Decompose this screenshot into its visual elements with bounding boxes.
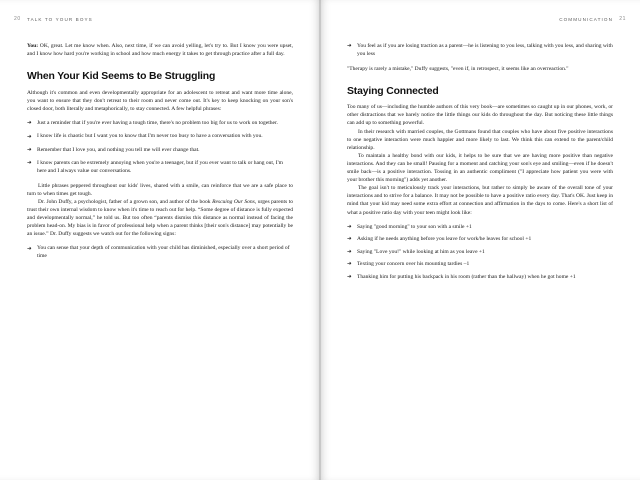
right-running-head: COMMUNICATION bbox=[559, 17, 613, 22]
left-section-heading: When Your Kid Seems to Be Struggling bbox=[27, 71, 216, 83]
pull-quote: "Therapy is rarely a mistake," Duffy suggests, "even if, in retrospect, it seems like an overreaction." bbox=[347, 65, 569, 72]
list-item-label: You can sense that your depth of communication with your child has diminished, especially over a short period of time bbox=[37, 245, 290, 260]
right-paragraph-4: The goal isn't to meticulously track your interactions, but rather to simply be aware of the overall tone of your interactions and to strive for a balance. It may not be possible to have a positive ratio every day. That's OK. Just keep in mind that your kid may need some extra effort at connection and affirmation in the days to come. Here's a short list of what a positive ratio day with your teen might look like: bbox=[347, 185, 613, 216]
helpful-phrases-list bbox=[27, 119, 293, 175]
arrow-bullet-icon: ➜ bbox=[27, 245, 32, 252]
right-text-column bbox=[347, 42, 613, 462]
arrow-bullet-icon: ➜ bbox=[27, 146, 32, 153]
arrow-bullet-icon: ➜ bbox=[347, 43, 352, 50]
right-paragraph-2: In their research with married couples, the Gottmans found that couples who have about five positive interactions to one negative interaction were much happier and more likely to last. We think this can extend to the parent/child relationship. bbox=[347, 128, 613, 151]
warning-signs-list bbox=[27, 244, 293, 260]
list-item bbox=[27, 159, 293, 175]
book-title-italic: Rescuing Our Sons bbox=[212, 198, 255, 205]
list-item-label: Saying "Love you!" while looking at him as you leave +1 bbox=[357, 248, 485, 255]
dialogue-speaker-label: You: bbox=[27, 43, 39, 49]
left-paragraph-2: Little phrases peppered throughout our kids' lives, shared with a smile, can reinforce that we are a safe place to turn to when times get tough. bbox=[27, 182, 293, 197]
list-item-label: I know parents can be extremely annoying when you're a teenager, but if you ever want to talk or hang out, I'm here and I always value our conversations. bbox=[37, 159, 283, 174]
positive-ratio-list bbox=[347, 223, 613, 281]
arrow-bullet-icon: ➜ bbox=[347, 261, 352, 268]
arrow-bullet-icon: ➜ bbox=[27, 120, 32, 127]
arrow-bullet-icon: ➜ bbox=[27, 133, 32, 140]
arrow-bullet-icon: ➜ bbox=[347, 273, 352, 280]
left-paragraph-1: Although it's common and even developmentally appropriate for an adolescent to retreat and want more time alone, you want to ensure that they don't retreat to their room and never come out. It's key to keep knocking on your son's closed door, both literally and metaphorically, to stay connected. A few helpful phrases: bbox=[27, 89, 293, 112]
list-item bbox=[347, 223, 613, 231]
list-item bbox=[27, 119, 293, 127]
arrow-bullet-icon: ➜ bbox=[347, 223, 352, 230]
list-item-label: Just a reminder that if you're ever having a tough time, there's no problem too big for us to work on together. bbox=[37, 119, 278, 126]
right-paragraph-1: Too many of us—including the humble authors of this very book—are sometimes so caught up in our phones, work, or other distractions that we barely notice the little things our kids do throughout the day. But noticing these little things can add up to something powerful. bbox=[347, 104, 613, 127]
list-item-label: Texting your concern over his mounting tardies –1 bbox=[357, 261, 470, 268]
list-item bbox=[347, 235, 613, 243]
list-item bbox=[27, 132, 293, 140]
right-folio: 21 bbox=[619, 16, 626, 22]
warning-signs-list-continued bbox=[347, 42, 613, 58]
list-item-label: Saying "good morning" to your son with a smile +1 bbox=[357, 223, 472, 230]
left-paragraph-3: Dr. John Duffy, a psychologist, father of a grown son, and author of the book Rescuing Our Sons, urges parents to trust their own internal wisdom to know when it's time to reach out for help. “Some degree of distance is fully expected and developmentally normal,” he told us. But too often “parents dismiss this distance as normal instead of facing the problem head-on. My bias is in favor of professional help when a parent thinks [their son's distance] may potentially be an issue.” Dr. Duffy suggests we watch out for the following signs: bbox=[27, 198, 294, 238]
page-gutter bbox=[319, 0, 321, 480]
list-item-label: You feel as if you are losing traction as a parent—he is listening to you less, talking with you less, and sharing with you less bbox=[357, 43, 613, 58]
list-item bbox=[347, 248, 613, 256]
right-section-heading: Staying Connected bbox=[347, 85, 439, 97]
left-text-column bbox=[27, 42, 293, 462]
list-item bbox=[27, 244, 293, 260]
list-item bbox=[347, 260, 613, 268]
left-folio: 20 bbox=[14, 16, 21, 22]
list-item bbox=[347, 42, 613, 58]
list-item bbox=[347, 273, 613, 281]
arrow-bullet-icon: ➜ bbox=[347, 248, 352, 255]
left-opening-paragraph: You: OK, great. Let me know when. Also, next time, if we can avoid yelling, let's try to. But I know you were upset, and I know how hard you're working in school and how much energy it takes to get through practice after a full day. bbox=[27, 43, 293, 58]
list-item-label: Asking if he needs anything before you leave for work/he leaves for school +1 bbox=[357, 236, 532, 243]
right-page bbox=[320, 0, 640, 480]
arrow-bullet-icon: ➜ bbox=[27, 160, 32, 167]
left-running-head: TALK TO YOUR BOYS bbox=[27, 17, 93, 22]
right-paragraph-3: To maintain a healthy bond with our kids, it helps to be sure that we are having more positive than negative interactions. And they can be small! Pausing for a moment and catching your son's eye and smiling—even if he doesn't smile back—is a positive interaction. Tossing in an authentic compliment ("I appreciate how patient you were with your brother this morning") adds yet another. bbox=[347, 152, 613, 184]
arrow-bullet-icon: ➜ bbox=[347, 236, 352, 243]
list-item-label: Thanking him for putting his backpack in his room (rather than the hallway) when he got home +1 bbox=[357, 273, 576, 280]
list-item bbox=[27, 146, 293, 154]
list-item-label: Remember that I love you, and nothing you tell me will ever change that. bbox=[37, 146, 200, 153]
list-item-label: I know life is chaotic but I want you to know that I'm never too busy to have a conversation with you. bbox=[37, 133, 263, 140]
